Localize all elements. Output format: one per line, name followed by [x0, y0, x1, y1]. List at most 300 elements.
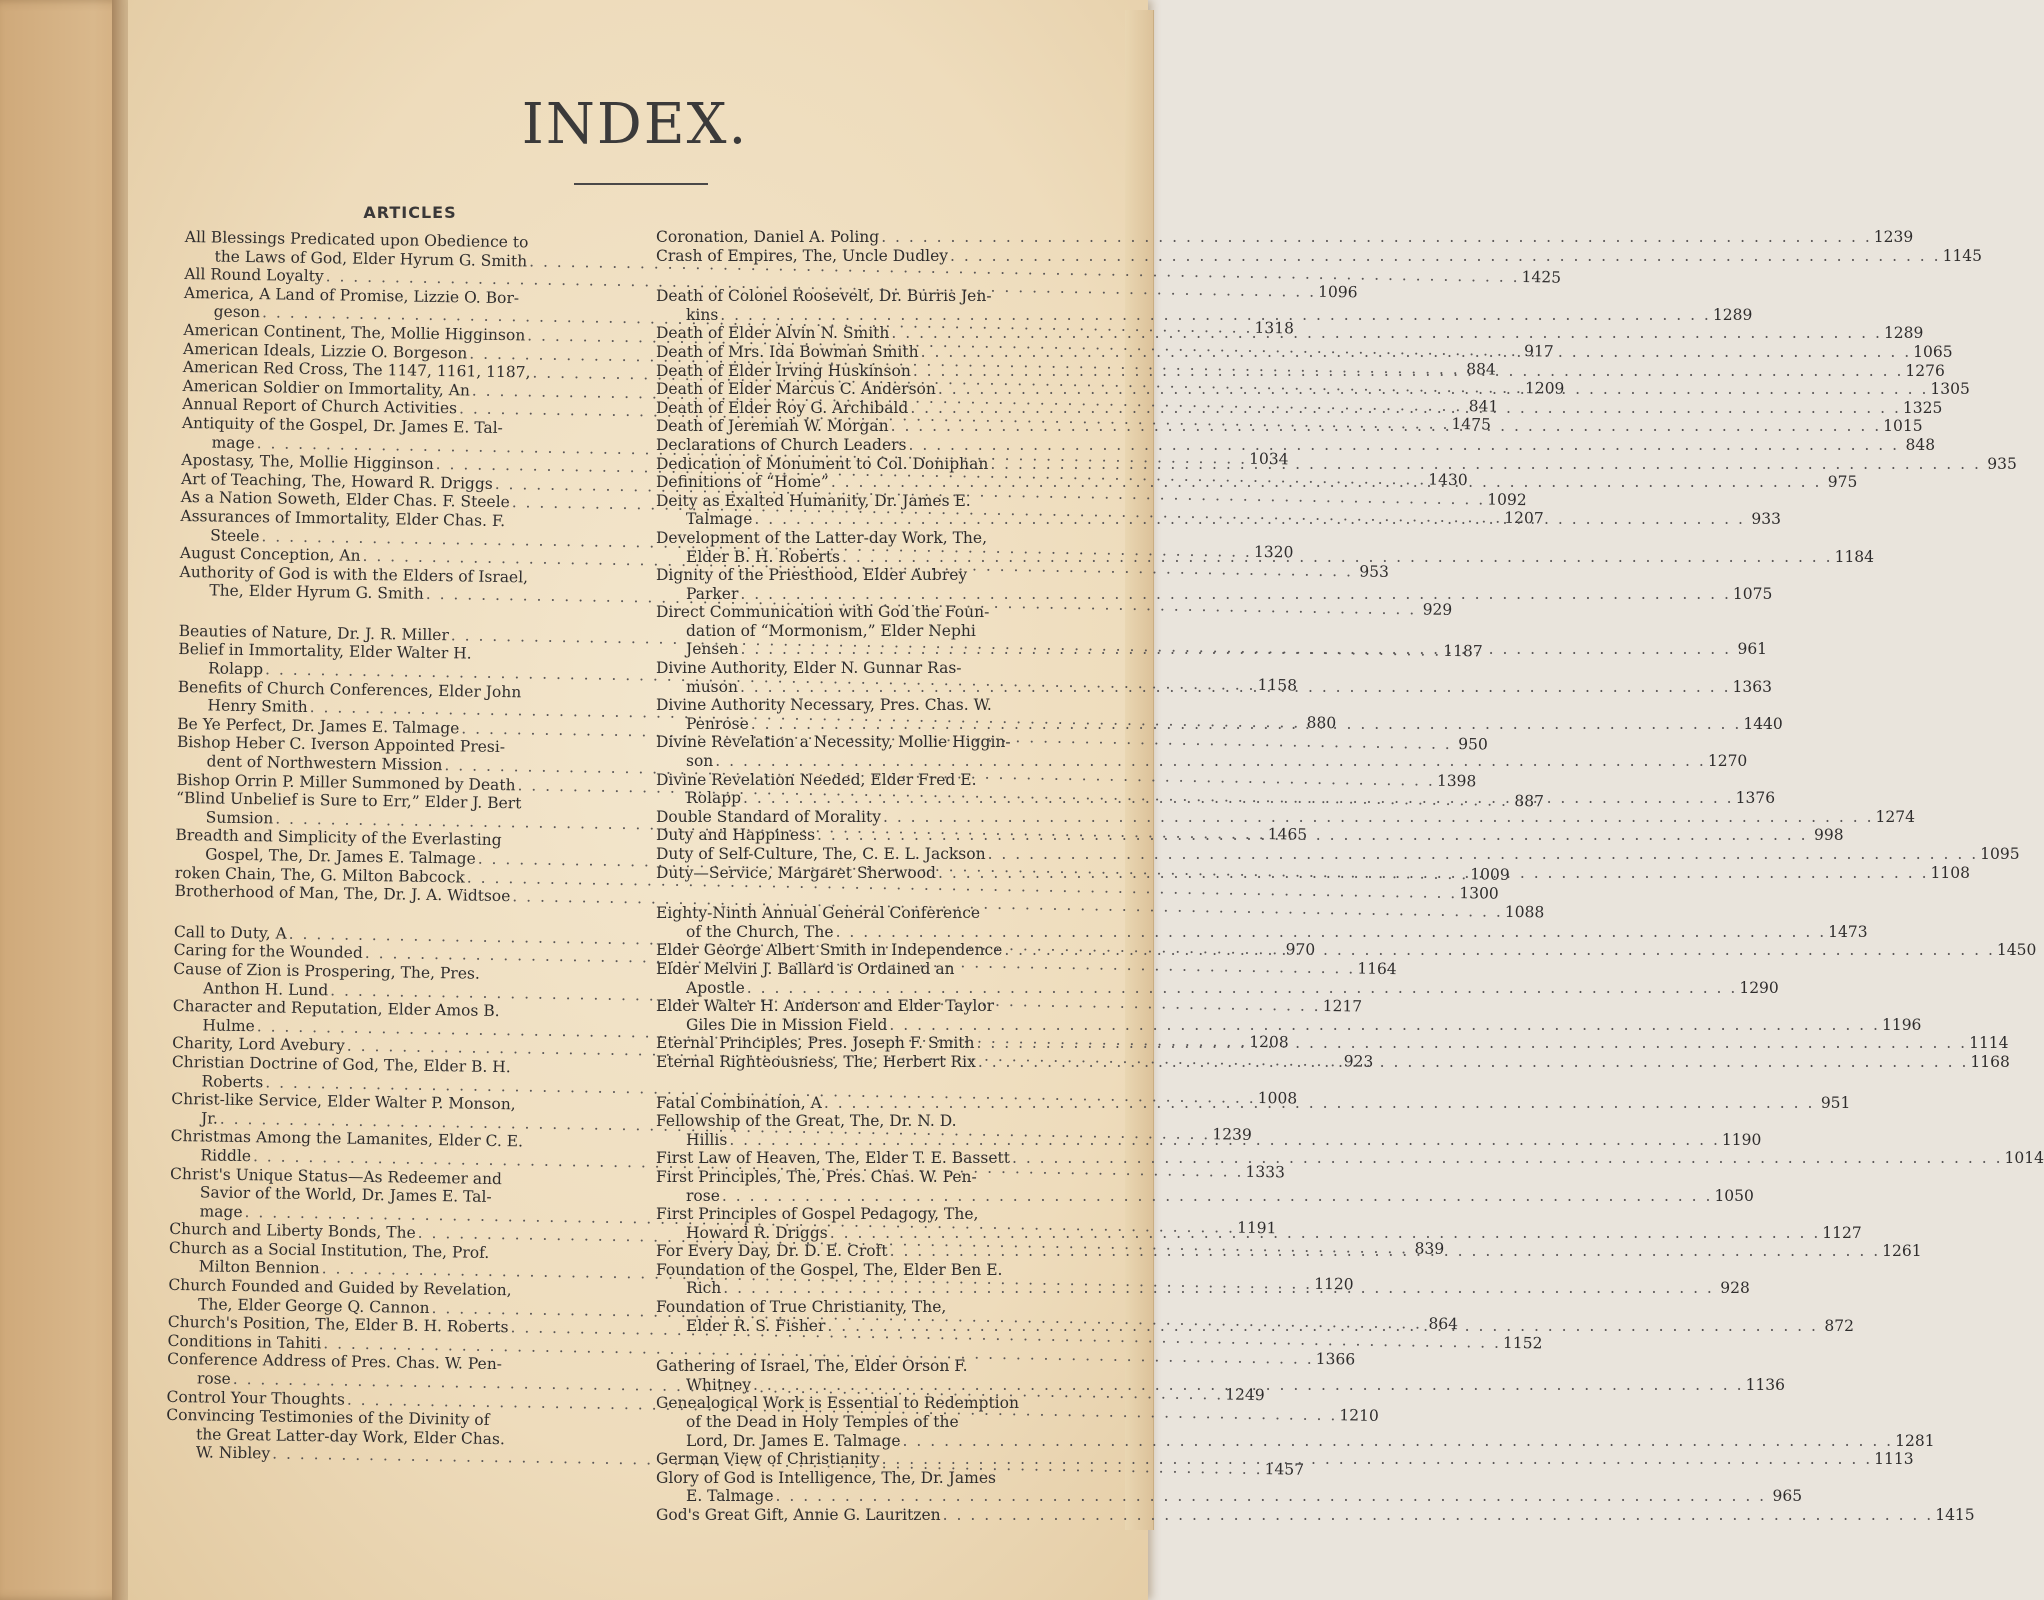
- entry-title: mage: [199, 1202, 243, 1221]
- entry-title: “Blind Unbelief is Sure to Err,” Elder J. Bert: [175, 789, 522, 813]
- entry-title: Direct Communication with God the Foun-: [656, 603, 990, 622]
- entry-title: dation of “Mormonism,” Elder Nephi: [686, 621, 976, 640]
- page-number: 1092: [1487, 490, 1527, 509]
- index-entry-line: [656, 1394, 1096, 1413]
- dot-leader: [753, 1376, 1744, 1395]
- index-entry: [656, 228, 1914, 247]
- page-number: 1376: [1735, 789, 1776, 808]
- page-number: 1008: [1257, 1088, 1298, 1108]
- index-entry-line: [656, 659, 1096, 678]
- index-entry-line: [656, 752, 1748, 771]
- page-number: 1015: [1883, 417, 1923, 436]
- index-entry: [656, 246, 1983, 266]
- page-number: 1034: [1248, 449, 1289, 468]
- entry-title: Be Ye Perfect, Dr. James E. Talmage: [177, 714, 460, 738]
- dot-leader: [882, 1450, 1873, 1469]
- page-number: 1050: [1714, 1186, 1754, 1205]
- entry-title: Duty and Happiness: [656, 826, 816, 845]
- page-number: 1168: [1970, 1052, 2010, 1071]
- page-number: 1120: [1314, 1275, 1354, 1294]
- dot-leader: [978, 1053, 1969, 1072]
- entry-title: Definitions of “Home”: [656, 473, 829, 492]
- entry-title: Death of Mrs. Ida Bowman Smith: [656, 342, 919, 361]
- entry-title: Art of Teaching, The, Howard R. Driggs: [180, 469, 493, 493]
- index-entry-line: [656, 1413, 1096, 1432]
- page-number: 1184: [1834, 547, 1875, 566]
- entry-title: Antiquity of the Gospel, Dr. James E. Tal-: [181, 413, 503, 437]
- entry-title: Death of Elder Roy G. Archibald: [656, 398, 909, 417]
- dot-leader: [740, 585, 1731, 604]
- entry-title: Double Standard of Morality: [656, 807, 881, 826]
- index-entry-line: [656, 1205, 1096, 1224]
- page-number: 933: [1751, 510, 1781, 529]
- entry-title: American Continent, The, Mollie Higginson: [183, 320, 526, 345]
- entry-title: Deity as Exalted Humanity, Dr. James E.: [656, 491, 971, 510]
- entry-title: of the Church, The: [686, 922, 834, 941]
- dot-leader: [890, 1239, 1881, 1261]
- entry-title: August Conception, An: [179, 544, 361, 565]
- page-number: 965: [1772, 1487, 1803, 1506]
- entry-title: Conference Address of Pres. Chas. W. Pen-: [167, 1350, 503, 1374]
- entry-title: kins: [686, 305, 719, 324]
- entry-title: Christ's Unique Status—As Redeemer and: [170, 1164, 503, 1188]
- index-entry-line: [656, 246, 1983, 266]
- entry-title: The, Elder Hyrum G. Smith: [209, 581, 424, 604]
- page-number: 1207: [1504, 509, 1544, 528]
- page-number: 1208: [1249, 1032, 1289, 1052]
- page-number: 998: [1814, 826, 1844, 845]
- page-number: 880: [1306, 713, 1337, 733]
- page-number: 848: [1905, 435, 1936, 454]
- dot-leader: [881, 228, 1872, 247]
- entry-title: Eighty-Ninth Annual General Conference: [656, 904, 981, 923]
- entry-title: Hillis: [686, 1130, 728, 1149]
- entry-title: Belief in Immortality, Elder Walter H.: [178, 640, 472, 664]
- dot-leader: [720, 306, 1711, 325]
- entry-title: German View of Christianity: [656, 1450, 880, 1469]
- index-entry-line: [656, 566, 1096, 585]
- page-number: 1187: [1443, 641, 1483, 661]
- page-number: 1398: [1436, 771, 1477, 791]
- page-number: 1095: [1980, 845, 2020, 863]
- index-entry-line: [656, 287, 1096, 306]
- entry-title: Glory of God is Intelligence, The, Dr. James: [656, 1468, 996, 1487]
- dot-leader: [921, 343, 1912, 362]
- entry-title: Christ-like Service, Elder Walter P. Monson,: [171, 1090, 516, 1114]
- entry-title: Divine Authority Necessary, Pres. Chas. W.: [656, 696, 992, 715]
- entry-title: Roberts: [201, 1071, 264, 1091]
- entry-title: The, Elder George Q. Cannon: [197, 1294, 430, 1317]
- entry-title: Breadth and Simplicity of the Everlasting: [175, 826, 502, 850]
- entry-title: Riddle: [200, 1146, 252, 1166]
- index-entry-line: [656, 1261, 1096, 1280]
- dot-leader: [891, 324, 1882, 343]
- page-number: 1366: [1315, 1349, 1356, 1369]
- dot-leader: [740, 675, 1731, 697]
- entry-title: Fatal Combination, A: [656, 1093, 822, 1112]
- index-entry-line: [656, 1168, 1096, 1187]
- entry-title: Dedication of Monument to Col. Doniphan: [656, 454, 989, 473]
- page-number: 1088: [1504, 903, 1545, 922]
- entry-title: roken Chain, The, G. Milton Babcock: [174, 863, 466, 887]
- index-entry-line: [656, 997, 1096, 1016]
- index-entry: [656, 1506, 1975, 1525]
- entry-title: Foundation of the Gospel, The, Elder Ben E.: [656, 1260, 1003, 1279]
- dot-leader: [913, 359, 1904, 381]
- entry-title: Death of Colonel Roosevelt, Dr. Burris Jen-: [656, 287, 992, 306]
- entry-title: Divine Authority, Elder N. Gunnar Ras-: [656, 659, 962, 678]
- dot-leader: [891, 417, 1882, 436]
- entry-title: Anthon H. Lund: [202, 978, 329, 999]
- index-entry-line: [656, 603, 1096, 622]
- entry-title: America, A Land of Promise, Lizzie O. Bor-: [183, 283, 520, 308]
- index-entry: [656, 845, 2020, 864]
- page-number: 1108: [1930, 863, 1970, 882]
- entry-title: God's Great Gift, Annie G. Lauritzen: [656, 1506, 941, 1524]
- index-entry: [656, 1450, 1914, 1469]
- entry-title: rose: [686, 1186, 720, 1205]
- entry-title: Duty—Service, Margaret Sherwood: [656, 863, 936, 882]
- index-entry-line: [656, 1186, 1754, 1206]
- entry-title: Rolapp: [207, 659, 264, 679]
- entry-title: Giles Die in Mission Field: [686, 1015, 888, 1034]
- entry-title: of the Dead in Holy Temples of the: [686, 1413, 959, 1432]
- entry-title: Divine Revelation a Necessity, Mollie Higgin-: [656, 733, 1011, 752]
- entry-title: Sumsion: [205, 808, 274, 828]
- dot-leader: [836, 923, 1827, 942]
- page-number: 1289: [1712, 305, 1753, 324]
- dot-leader: [842, 548, 1833, 567]
- dot-leader: [1012, 1149, 2003, 1168]
- page-number: 1239: [1212, 1124, 1252, 1144]
- page-number: 1450: [1996, 941, 2037, 960]
- entry-title: Death of Elder Marcus C. Anderson: [656, 380, 936, 399]
- page-number: 1210: [1339, 1405, 1379, 1425]
- entry-title: Jensen: [686, 640, 739, 659]
- dot-leader: [830, 1224, 1821, 1243]
- page-number: 917: [1523, 342, 1554, 361]
- entry-title: Talmage: [686, 510, 753, 529]
- dot-leader: [776, 1487, 1767, 1506]
- page-number: 1333: [1245, 1162, 1286, 1182]
- entry-title: Church Founded and Guided by Revelation,: [168, 1275, 512, 1300]
- entry-title: Divine Revelation Needed, Elder Fred E.: [656, 770, 977, 789]
- index-entry-line: [656, 1149, 2044, 1168]
- page-number: 1274: [1875, 807, 1915, 826]
- page-number: 1290: [1739, 978, 1779, 997]
- dot-leader: [827, 1317, 1818, 1336]
- index-entry-line: [656, 960, 1096, 979]
- page-number: 928: [1720, 1279, 1750, 1298]
- index-entry-line: [656, 1469, 1096, 1488]
- dot-leader: [817, 826, 1808, 845]
- entry-title: Death of Elder Alvin N. Smith: [656, 324, 890, 343]
- entry-title: muson: [686, 677, 738, 696]
- entry-title: rose: [196, 1369, 231, 1388]
- page-number: 1127: [1822, 1223, 1862, 1242]
- dot-leader: [1004, 941, 1995, 960]
- index-entry-line: [656, 1506, 1975, 1525]
- dot-leader: [754, 510, 1745, 529]
- page-number: 1158: [1257, 675, 1298, 695]
- page-number: 1014: [2004, 1149, 2044, 1168]
- page-number: 1075: [1732, 584, 1773, 603]
- entry-title: Apostasy, The, Mollie Higginson: [181, 451, 434, 474]
- page-number: 1191: [1236, 1218, 1277, 1237]
- entry-title: Milton Bennion: [198, 1257, 320, 1278]
- dot-leader: [723, 1279, 1714, 1298]
- dot-leader: [743, 789, 1734, 808]
- entry-title: Christian Doctrine of God, The, Elder B. H.: [171, 1052, 511, 1077]
- dot-leader: [938, 864, 1929, 883]
- index-entry-line: [656, 1298, 1096, 1317]
- entry-title: Elder George Albert Smith in Independence: [656, 941, 1003, 960]
- page-number: 1114: [1969, 1034, 2009, 1053]
- page-number: 923: [1343, 1052, 1374, 1072]
- dot-leader: [747, 979, 1738, 998]
- page-number: 872: [1824, 1316, 1854, 1335]
- entry-title: Declarations of Church Leaders: [656, 435, 907, 454]
- entry-title: Bishop Orrin P. Miller Summoned by Death: [176, 770, 516, 794]
- page-number: 970: [1285, 940, 1316, 959]
- section-heading: ARTICLES: [363, 203, 457, 222]
- entry-title: American Ideals, Lizzie O. Borgeson: [182, 339, 468, 363]
- entry-title: Convincing Testimonies of the Divinity of: [166, 1406, 490, 1430]
- index-entry-line: [656, 305, 1753, 325]
- entry-title: Annual Report of Church Activities: [182, 395, 458, 418]
- dot-leader: [889, 1016, 1880, 1035]
- letter-group-gap: [656, 1072, 1096, 1094]
- entry-title: Conditions in Tahiti: [167, 1331, 322, 1353]
- entry-title: Rolapp: [686, 789, 742, 808]
- page-number: 1473: [1828, 922, 1868, 941]
- entry-title: Elder B. H. Roberts: [686, 547, 841, 566]
- entry-title: Jr.: [200, 1109, 219, 1128]
- page-number: 961: [1737, 640, 1768, 659]
- index-entry-line: [656, 922, 1868, 942]
- page-number: 1300: [1459, 883, 1499, 903]
- entry-title: Gospel, The, Dr. James E. Talmage: [205, 845, 476, 868]
- dot-leader: [977, 1034, 1968, 1053]
- dot-leader: [740, 640, 1731, 659]
- page-number: 841: [1468, 396, 1499, 416]
- entry-title: Eternal Principles, Pres. Joseph F. Smith: [656, 1034, 975, 1053]
- index-entry-line: [656, 529, 1096, 548]
- dot-leader: [903, 1432, 1894, 1451]
- page-number: 1270: [1707, 752, 1748, 771]
- entry-title: Authority of God is with the Elders of Israel,: [179, 562, 529, 587]
- dot-leader: [824, 1094, 1815, 1113]
- entry-title: Whitney: [686, 1375, 752, 1394]
- entry-title: the Laws of God, Elder Hyrum G. Smith: [214, 247, 528, 270]
- index-entry-line: [656, 1431, 1935, 1451]
- letter-group-gap: [656, 882, 1096, 904]
- page-number: 1363: [1732, 677, 1772, 696]
- page-number: 950: [1458, 734, 1488, 754]
- page-number: 1305: [1930, 380, 1970, 399]
- entry-title: Gathering of Israel, The, Elder Orson F.: [656, 1357, 968, 1376]
- entry-title: Death of Jeremiah W. Morgan: [656, 417, 889, 436]
- index-entry: [656, 435, 1936, 455]
- entry-title: mage: [211, 432, 255, 452]
- letter-group-gap: [656, 1335, 1096, 1357]
- entry-title: Elder R. S. Fisher: [686, 1316, 826, 1335]
- entry-title: First Law of Heaven, The, Elder T. E. Bassett: [656, 1149, 1010, 1168]
- index-entry-line: [656, 1015, 1922, 1035]
- page-number: 1249: [1225, 1385, 1265, 1405]
- entry-title: Assurances of Immortality, Elder Chas. F.: [180, 506, 506, 530]
- page-number: 1261: [1882, 1242, 1922, 1261]
- page-number: 1325: [1902, 398, 1943, 417]
- index-entry-line: [656, 622, 1096, 641]
- page-number: 1430: [1428, 470, 1468, 490]
- page-number: 1065: [1913, 342, 1953, 361]
- page-number: 1475: [1451, 415, 1492, 434]
- entry-title: American Soldier on Immortality, An: [182, 376, 471, 400]
- entry-title: Fellowship of the Great, The, Dr. N. D.: [656, 1112, 957, 1131]
- entry-title: son: [686, 752, 714, 771]
- entry-title: Church as a Social Institution, The, Prof.: [168, 1238, 490, 1262]
- entry-title: Character and Reputation, Elder Amos B.: [172, 997, 500, 1021]
- dot-leader: [938, 380, 1929, 399]
- page-number: 1113: [1874, 1450, 1914, 1469]
- index-entry-line: [656, 978, 1779, 998]
- dot-leader: [943, 1506, 1934, 1525]
- page-number: 1289: [1883, 324, 1924, 343]
- entry-title: Savior of the World, Dr. James E. Tal-: [199, 1183, 492, 1207]
- index-entry-line: [656, 492, 1096, 511]
- dot-leader: [950, 247, 1941, 266]
- entry-title: Brotherhood of Man, The, Dr. J. A. Widtsoe: [174, 882, 511, 906]
- entry-title: Control Your Thoughts: [166, 1387, 346, 1409]
- entry-title: Apostle: [686, 978, 745, 997]
- page-title: INDEX.: [521, 92, 749, 157]
- entry-title: Duty of Self-Culture, The, C. E. L. Jackson: [656, 845, 986, 863]
- entry-title: Rich: [686, 1279, 722, 1298]
- page-number: 1190: [1721, 1130, 1762, 1149]
- entry-title: All Round Loyalty: [184, 265, 324, 286]
- index-entry-line: [656, 904, 1096, 923]
- entry-title: Genealogical Work is Essential to Redemption: [656, 1394, 1019, 1413]
- index-entry-line: [656, 807, 1915, 827]
- page-number: 1320: [1253, 542, 1294, 561]
- dot-leader: [910, 396, 1901, 418]
- entry-title: Parker: [686, 584, 739, 603]
- page-number: 1457: [1264, 1460, 1305, 1480]
- entry-title: Eternal Righteousness, The, Herbert Rix: [656, 1052, 976, 1071]
- dot-leader: [715, 752, 1706, 771]
- page-number: 1152: [1502, 1334, 1543, 1353]
- dot-leader: [722, 1187, 1713, 1206]
- index-entry: [656, 807, 1915, 827]
- entry-title: geson: [213, 302, 261, 322]
- dot-leader: [883, 808, 1874, 827]
- page-number: 1425: [1521, 267, 1562, 287]
- index-entry-line: [656, 584, 1773, 604]
- page-number: 1239: [1873, 228, 1914, 246]
- page-number: 975: [1827, 473, 1858, 492]
- dot-leader: [831, 470, 1822, 492]
- page-number: 839: [1414, 1239, 1445, 1259]
- entry-title: Death of Elder Irving Huskinson: [656, 361, 911, 380]
- index-entry-line: [656, 228, 1914, 247]
- entry-title: Steele: [210, 525, 260, 545]
- entry-title: Church and Liberty Bonds, The: [169, 1220, 416, 1243]
- page-number: 1009: [1470, 865, 1510, 884]
- index-entry-line: [656, 733, 1096, 752]
- page-number: 929: [1422, 600, 1453, 620]
- entry-title: Elder Walter H. Anderson and Elder Taylor: [656, 997, 995, 1016]
- entry-title: Hulme: [202, 1016, 255, 1035]
- entry-title: Howard R. Driggs: [686, 1223, 828, 1242]
- entry-title: First Principles of Gospel Pedagogy, The,: [656, 1205, 979, 1224]
- page-number: 1209: [1524, 379, 1565, 398]
- page-number: 951: [1820, 1093, 1851, 1112]
- page-number: 1318: [1254, 319, 1295, 338]
- entry-title: Caring for the Wounded: [173, 941, 363, 963]
- entry-title: dent of Northwestern Mission: [206, 752, 443, 775]
- entry-title: Benefits of Church Conferences, Elder John: [177, 677, 522, 701]
- entry-title: Call to Duty, A: [173, 922, 287, 943]
- page-number: 1440: [1743, 714, 1783, 733]
- dot-leader: [990, 455, 1981, 474]
- page-number: 935: [1987, 454, 2017, 473]
- entry-title: Penrose: [686, 714, 749, 733]
- index-entry-line: [656, 696, 1096, 715]
- page-number: 1196: [1881, 1015, 1922, 1034]
- page-number: 1217: [1322, 996, 1363, 1016]
- entry-title: All Blessings Predicated upon Obedience to: [184, 228, 529, 252]
- entry-title: First Principles, The, Pres. Chas. W. Pen-: [656, 1167, 977, 1186]
- entry-title: Dignity of the Priesthood, Elder Aubrey: [656, 566, 968, 585]
- entry-title: Coronation, Daniel A. Poling: [656, 228, 880, 246]
- page-number: 1465: [1267, 824, 1308, 844]
- entry-title: Beauties of Nature, Dr. J. R. Miller: [178, 621, 449, 645]
- index-entry-line: [656, 1487, 1803, 1506]
- entry-title: For Every Day, Dr. D. E. Croft: [656, 1242, 888, 1261]
- page-number: 1281: [1895, 1431, 1935, 1450]
- page-number: 864: [1428, 1314, 1459, 1333]
- index-entry-line: [656, 771, 1096, 790]
- index-entry: [656, 1149, 2044, 1168]
- page-number: 1276: [1905, 361, 1945, 380]
- page-number: 1145: [1942, 246, 1983, 265]
- entry-title: E. Talmage: [686, 1487, 774, 1506]
- entry-title: Lord, Dr. James E. Talmage: [686, 1431, 901, 1450]
- index-entry-line: [656, 1112, 1096, 1131]
- dot-leader: [988, 845, 1979, 864]
- letter-group-gap: [656, 265, 1096, 287]
- dot-leader: [729, 1131, 1720, 1150]
- index-entry-line: [656, 1450, 1914, 1469]
- dot-leader: [909, 436, 1900, 455]
- entry-title: Development of the Latter-day Work, The,: [656, 528, 988, 547]
- page-number: 1136: [1745, 1375, 1786, 1394]
- entry-title: Foundation of True Christianity, The,: [656, 1298, 947, 1317]
- entry-title: W. Nibley: [195, 1443, 271, 1463]
- entry-title: Charity, Lord Avebury: [172, 1034, 346, 1055]
- entry-title: Elder Melvin J. Ballard is Ordained an: [656, 959, 955, 978]
- page-number: 1415: [1935, 1506, 1975, 1524]
- index-entry-line: [656, 435, 1936, 455]
- index-entry-line: [656, 845, 2020, 864]
- entry-title: American Red Cross, The 1147, 1161, 1187,: [182, 358, 531, 382]
- entry-title: the Great Latter-day Work, Elder Chas.: [195, 1425, 506, 1448]
- dot-leader: [751, 715, 1742, 734]
- entry-title: Cause of Zion is Prospering, The, Pres.: [173, 959, 480, 983]
- entry-title: Crash of Empires, The, Uncle Dudley: [656, 246, 949, 265]
- title-divider: [574, 183, 708, 185]
